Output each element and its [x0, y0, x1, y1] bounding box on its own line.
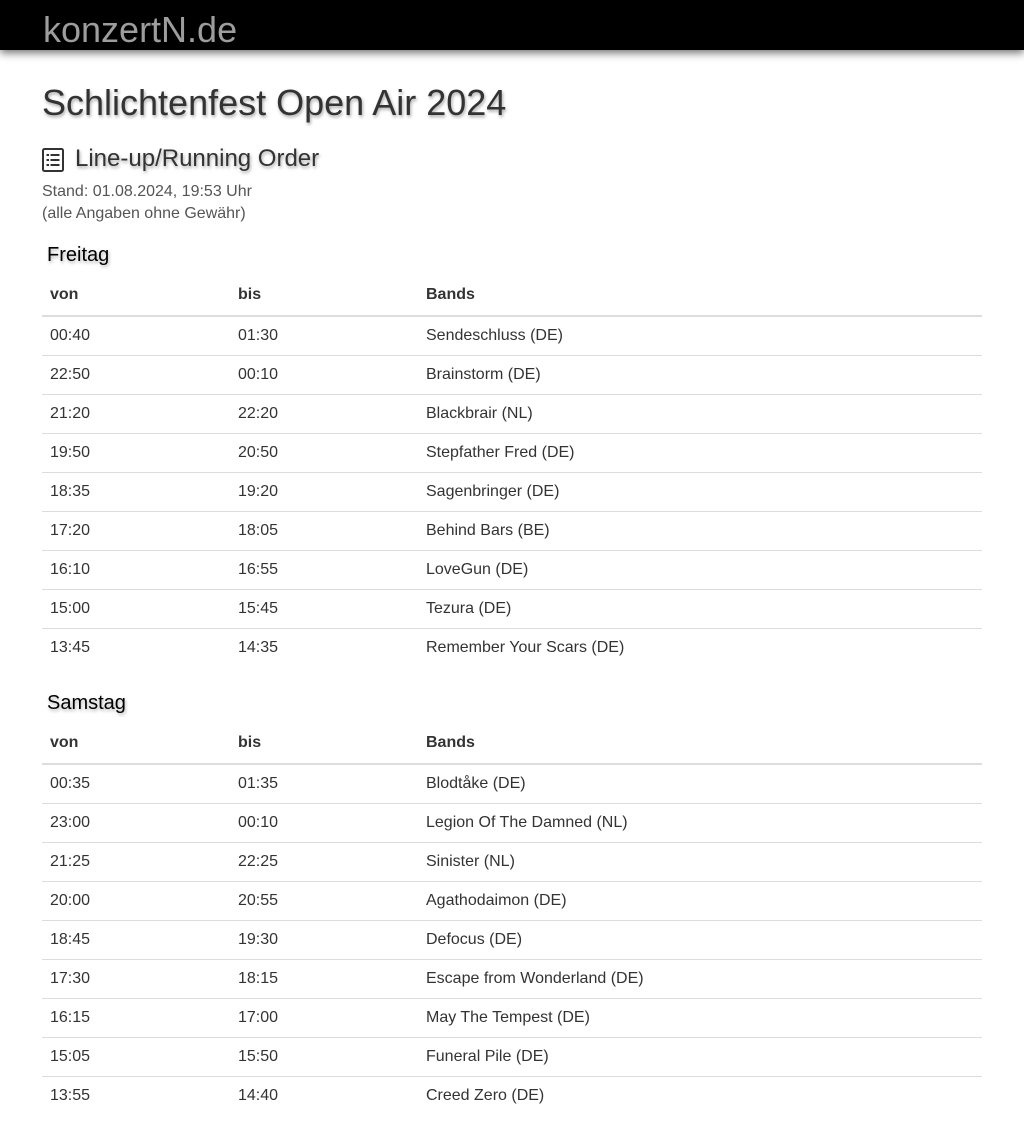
- cell-bis: 17:00: [230, 999, 418, 1038]
- cell-bis: 22:20: [230, 395, 418, 434]
- cell-bis: 20:55: [230, 882, 418, 921]
- table-row: [42, 843, 982, 882]
- cell-von: 18:45: [42, 921, 230, 960]
- section-title-text: Line-up/Running Order: [75, 145, 320, 172]
- cell-band: Tezura (DE): [418, 590, 982, 629]
- cell-von: 00:35: [42, 764, 230, 804]
- cell-band: Stepfather Fred (DE): [418, 434, 982, 473]
- cell-bis: 22:25: [230, 843, 418, 882]
- cell-band: Funeral Pile (DE): [418, 1038, 982, 1077]
- cell-band: Blodtåke (DE): [418, 764, 982, 804]
- day-title: Samstag: [47, 692, 126, 714]
- cell-bis: 18:15: [230, 960, 418, 999]
- column-header-bis: bis: [230, 723, 418, 764]
- cell-von: 13:45: [50, 639, 91, 656]
- cell-band: Behind Bars (BE): [418, 512, 982, 551]
- cell-von: 16:10: [42, 551, 230, 590]
- column-header-bis: bis: [230, 275, 418, 316]
- table-row: [42, 356, 982, 395]
- cell-band: Defocus (DE): [418, 921, 982, 960]
- table-row: [42, 921, 982, 960]
- cell-band: LoveGun (DE): [418, 551, 982, 590]
- day-title: Freitag: [47, 244, 110, 266]
- column-header-bands: Bands: [418, 275, 982, 316]
- cell-bis: 00:10: [230, 356, 418, 395]
- top-navbar: [0, 0, 1024, 50]
- cell-band: May The Tempest (DE): [418, 999, 982, 1038]
- cell-bis: 00:10: [230, 804, 418, 843]
- stand-timestamp: Stand: 01.08.2024, 19:53 Uhr: [42, 183, 252, 200]
- cell-von: 13:55: [50, 1087, 91, 1104]
- cell-bis: 18:05: [230, 512, 418, 551]
- page-title: Schlichtenfest Open Air 2024: [42, 82, 507, 123]
- cell-band: Legion Of The Damned (NL): [418, 804, 982, 843]
- cell-von: 23:00: [42, 804, 230, 843]
- cell-von: 00:40: [42, 316, 230, 356]
- cell-bis: 19:20: [230, 473, 418, 512]
- table-row: [42, 999, 982, 1038]
- cell-bis: 01:30: [230, 316, 418, 356]
- cell-von: 15:05: [42, 1038, 230, 1077]
- cell-band: Creed Zero (DE): [426, 1087, 545, 1104]
- table-row: [42, 764, 982, 804]
- table-row: [42, 804, 982, 843]
- table-row: [42, 960, 982, 999]
- cell-von: 15:00: [42, 590, 230, 629]
- cell-band: Sendeschluss (DE): [418, 316, 982, 356]
- cell-von: 17:20: [42, 512, 230, 551]
- cell-von: 21:20: [42, 395, 230, 434]
- day-block-freitag: [42, 243, 982, 667]
- table-row: [42, 512, 982, 551]
- cell-band: Escape from Wonderland (DE): [418, 960, 982, 999]
- day-block-samstag: [42, 691, 982, 1115]
- list-alt-icon: [42, 148, 64, 172]
- schedule-table: [42, 275, 982, 667]
- table-header-row: [42, 723, 982, 764]
- cell-band: Sinister (NL): [418, 843, 982, 882]
- cell-band: Blackbrair (NL): [418, 395, 982, 434]
- table-row: [42, 434, 982, 473]
- table-row: [42, 316, 982, 356]
- table-row: [42, 629, 982, 668]
- cell-band: Brainstorm (DE): [418, 356, 982, 395]
- cell-bis: 14:40: [238, 1087, 279, 1104]
- cell-band: Sagenbringer (DE): [418, 473, 982, 512]
- cell-bis: 01:35: [230, 764, 418, 804]
- cell-von: 16:15: [42, 999, 230, 1038]
- table-row: [42, 395, 982, 434]
- table-row: [42, 473, 982, 512]
- schedule-table: [42, 723, 982, 1115]
- table-row: [42, 882, 982, 921]
- cell-von: 18:35: [42, 473, 230, 512]
- cell-von: 19:50: [42, 434, 230, 473]
- cell-bis: 19:30: [230, 921, 418, 960]
- cell-band: Remember Your Scars (DE): [426, 639, 625, 656]
- cell-bis: 20:50: [230, 434, 418, 473]
- cell-von: 22:50: [42, 356, 230, 395]
- meta-info: [42, 181, 252, 225]
- cell-von: 17:30: [42, 960, 230, 999]
- cell-band: Agathodaimon (DE): [418, 882, 982, 921]
- cell-bis: 15:45: [230, 590, 418, 629]
- cell-bis: 14:35: [238, 639, 279, 656]
- table-row: [42, 551, 982, 590]
- cell-von: 20:00: [42, 882, 230, 921]
- disclaimer: (alle Angaben ohne Gewähr): [42, 205, 246, 222]
- column-header-von: von: [42, 275, 230, 316]
- column-header-von: von: [42, 723, 230, 764]
- cell-bis: 16:55: [230, 551, 418, 590]
- brand-link[interactable]: konzertN.de: [43, 9, 238, 50]
- cell-von: 21:25: [42, 843, 230, 882]
- table-row: [42, 590, 982, 629]
- table-header-row: [42, 275, 982, 316]
- table-row: [42, 1077, 982, 1116]
- column-header-bands: Bands: [418, 723, 982, 764]
- cell-bis: 15:50: [230, 1038, 418, 1077]
- table-row: [42, 1038, 982, 1077]
- section-title: [42, 144, 319, 174]
